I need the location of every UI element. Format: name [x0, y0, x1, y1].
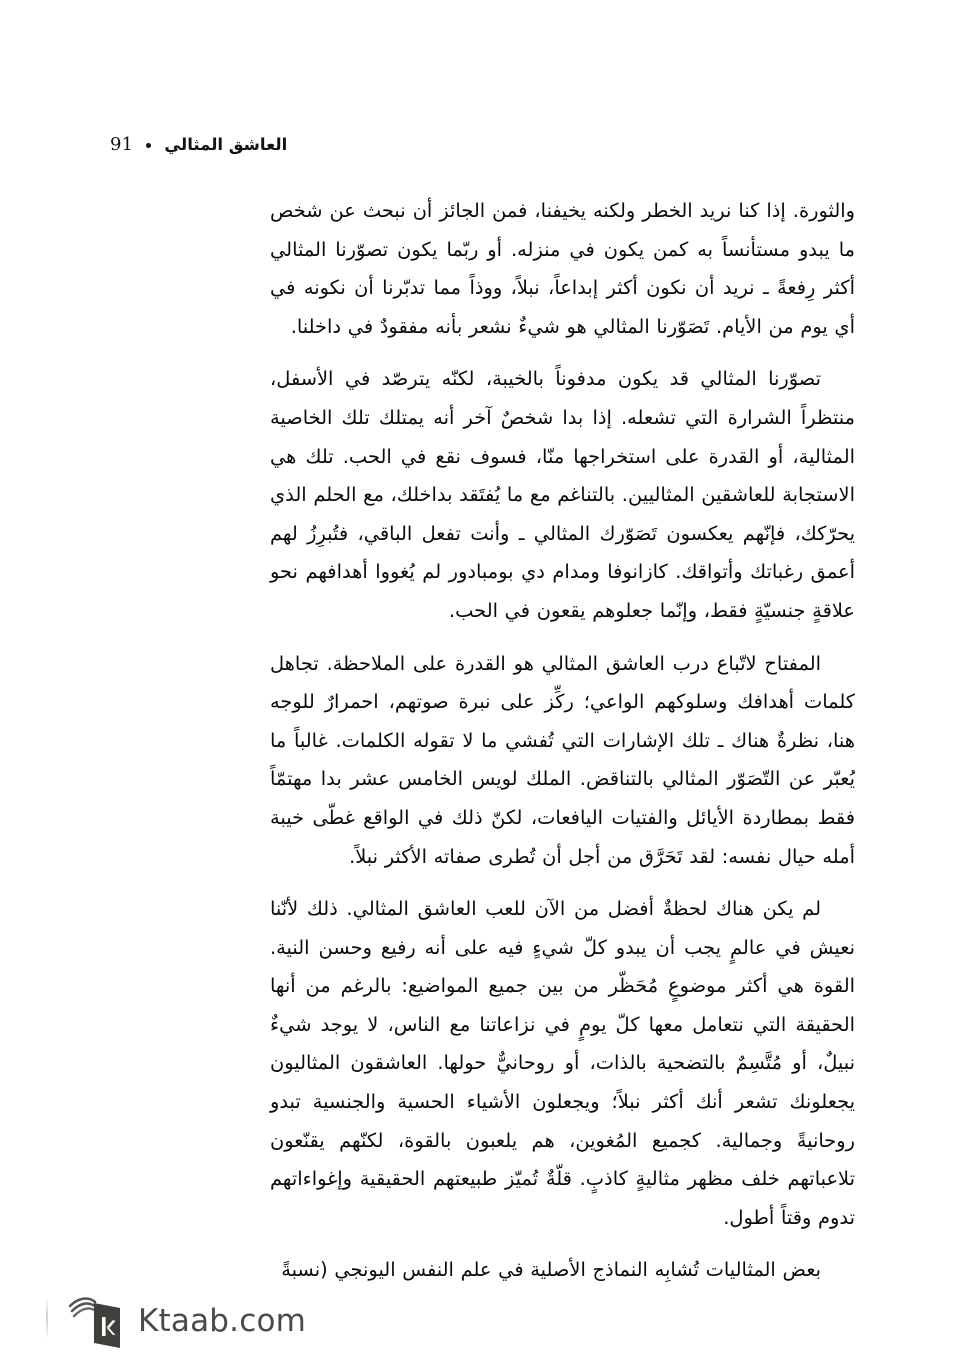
paragraph-3: المفتاح لاتّباع درب العاشق المثالي هو القدرة على الملاحظة. تجاهل كلمات أهدافك وسلوكهم الواعي؛ ركِّز على نبرة صوتهم، احمرارٌ للوجه هنا، نظرةٌ هناك ـ تلك الإشارات التي تُفشي ما لا تقوله الكلمات. غالباً ما يُعبّر عن التّصَوّر المثالي بالتناقض. الملك لويس الخامس عشر بدا مهتمّاً فقط بمطاردة الأيائل والفتيات اليافعات، لكنّ ذلك في الواقع غطّى خيبة أمله حيال نفسه: لقد تَحَرَّق من أجل أن تُطرى صفاته الأكثر نبلاً. [270, 651, 855, 868]
body-text-block [270, 192, 855, 1290]
watermark-brand-text: Ktaab.com [138, 1302, 307, 1339]
book-logo-icon [68, 1290, 124, 1352]
paragraph-2: تصوّرنا المثالي قد يكون مدفوناً بالخيبة، لكنّه يترصّد في الأسفل، منتظراً الشرارة التي تشعله. إذا بدا شخصٌ آخر أنه يمتلك تلك الخاصية المثالية، أو القدرة على استخراجها منّا، فسوف نقع في الحب. تلك هي الاستجابة للعاشقين المثاليين. بالتناغم مع ما يُفتَقد بداخلك، مع الحلم الذي يحرّكك، فإنّهم يعكسون تَصَوّرك المثالي ـ وأنت تفعل الباقي، فتُبرِزُ لهم أعمق رغباتك وأتواقك. كازانوفا ومدام دي بومبادور لم يُغووا أهدافهم نحو علاقةٍ جنسيّةٍ فقط، وإنّما جعلوهم يقعون في الحب. [270, 367, 855, 622]
running-head [110, 136, 287, 154]
paragraph-1: والثورة. إذا كنا نريد الخطر ولكنه يخيفنا، فمن الجائز أن نبحث عن شخص ما يبدو مستأنساً به كمن يكون في منزله. أو ربّما يكون تصوّرنا المثالي أكثر رِفعةً ـ نريد أن نكون أكثر إبداعاً، نبلاً، ووذاً مما تدبّرنا أن نكونه في أي يوم من الأيام. تَصَوّرنا المثالي هو شيءٌ نشعر بأنه مفقودٌ في داخلنا. [270, 199, 855, 338]
page-number: 91 [110, 134, 134, 155]
scan-edge-artifact [46, 1296, 48, 1338]
separator-dot-icon [146, 143, 151, 148]
paragraph-5: بعض المثاليات تُشابِه النماذج الأصلية في علم النفس اليونجي (نسبةً [281, 1258, 821, 1282]
running-head-title: العاشق المثالي [164, 134, 288, 154]
paragraph-4: لم يكن هناك لحظةٌ أفضل من الآن للعب العاشق المثالي. ذلك لأنّنا نعيش في عالمٍ يجب أن يبدو كلّ شيءٍ فيه على أنه رفيع وحسن النية. القوة هي أكثر موضوعٍ مُحَظّر من بين جميع المواضيع: بالرغم من أنها الحقيقة التي نتعامل معها كلّ يومٍ في نزاعاتنا مع الناس، لا يوجد شيءٌ نبيلٌ، أو مُتَّسِمٌ بالتضحية بالذات، أو روحانيٌّ حولها. العاشقون المثاليون يجعلونك تشعر أنك أكثر نبلاً؛ ويجعلون الأشياء الحسية والجنسية تبدو روحانيةً وجمالية. كجميع المُغوين، هم يلعبون بالقوة، لكنّهم يقنّعون تلاعباتهم خلف مظهر مثاليةٍ كاذبٍ. قلّةٌ تُميّز طبيعتهم الحقيقية وإغواءاتهم تدوم وقتاً أطول. [270, 897, 855, 1229]
watermark [68, 1290, 306, 1352]
